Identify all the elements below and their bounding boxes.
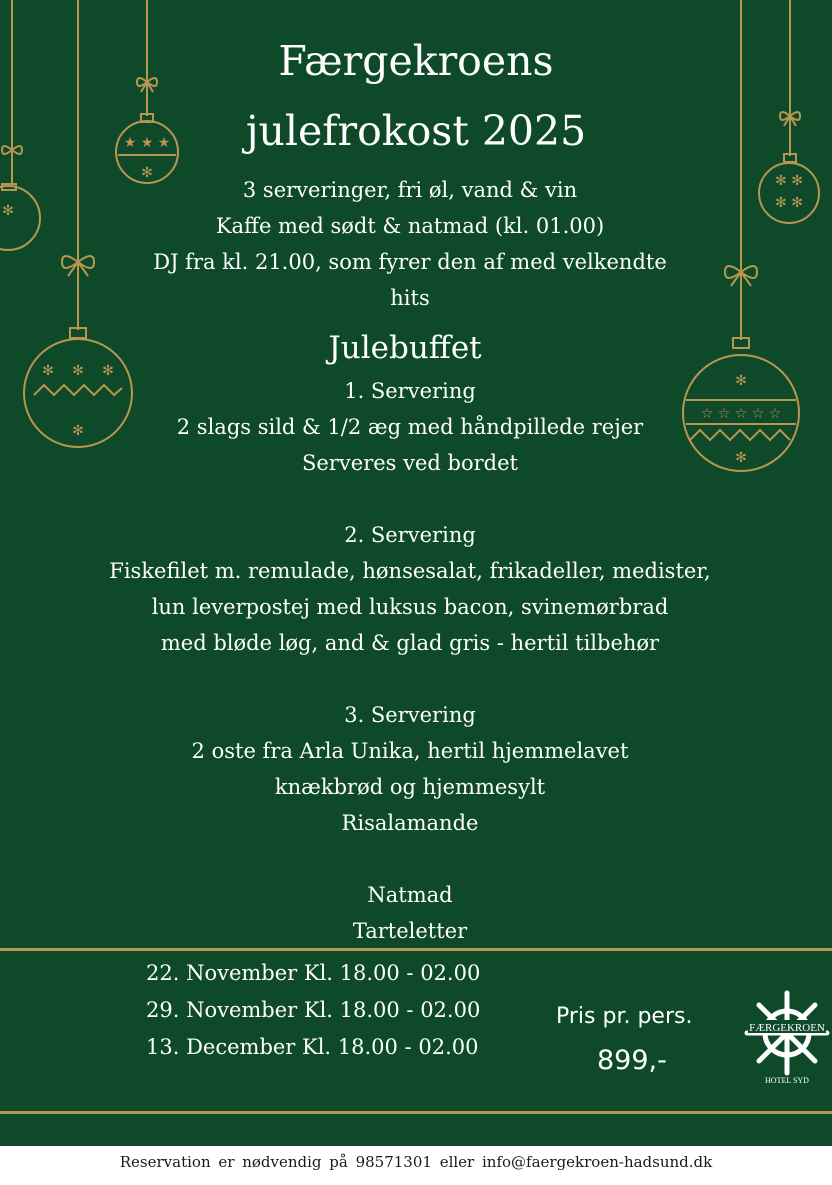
reservation-footer: Reservation er nødvendig på 98571301 eller info@faergekroen-hadsund.dk — [119, 1153, 713, 1171]
serving-label: 1. Servering — [344, 379, 476, 403]
event-date: 22. November Kl. 18.00 - 02.00 — [146, 961, 481, 985]
intro-line: Kaffe med sødt & natmad (kl. 01.00) — [215, 214, 605, 238]
snowflake-icon: ✻ — [735, 373, 747, 389]
serving-line: med bløde løg, and & glad gris - hertil tilbehør — [160, 631, 660, 655]
menu-list — [0, 373, 820, 949]
gold-divider — [0, 1111, 832, 1114]
event-date: 13. December Kl. 18.00 - 02.00 — [146, 1035, 479, 1059]
snowflake-icon: ✻ — [72, 363, 84, 379]
price-value: 899,- — [597, 1045, 667, 1076]
snowflake-icon: ✻ — [141, 165, 153, 181]
serving-line: Serveres ved bordet — [302, 451, 518, 475]
intro-line: hits — [390, 286, 430, 310]
snowflake-icon: ✻ — [102, 363, 114, 379]
serving-line: Fiskefilet m. remulade, hønsesalat, frikadeller, medister, — [109, 559, 711, 583]
poster-title-line1: Færgekroens — [278, 37, 554, 85]
natmad-label: Natmad — [367, 883, 453, 907]
gold-divider — [0, 948, 832, 951]
serving-label: 2. Servering — [344, 523, 476, 547]
price-label: Pris pr. pers. — [556, 1004, 693, 1029]
menu-heading: Julebuffet — [328, 330, 482, 366]
serving-line: Risalamande — [341, 811, 479, 835]
snowflake-icon: ✻ — [735, 450, 747, 466]
faergekroen-logo — [744, 987, 830, 1085]
star-icon: ☆ ☆ ☆ ☆ ☆ — [700, 406, 782, 422]
natmad-line: Tarteletter — [352, 919, 468, 943]
intro-text — [0, 172, 820, 316]
intro-line: 3 serveringer, fri øl, vand & vin — [242, 178, 578, 202]
serving-line: lun leverpostej med luksus bacon, svinemørbrad — [151, 595, 669, 619]
poster-title-line2: julefrokost 2025 — [245, 107, 587, 155]
star-icon: ★ ★ ★ — [123, 135, 171, 151]
snowflake-icon: ✻ — [2, 203, 14, 219]
serving-line: 2 slags sild & 1/2 æg med håndpillede rejer — [176, 415, 644, 439]
logo-subtitle: HOTEL SYD — [765, 1076, 809, 1085]
snowflake-icon: ✻ — [42, 363, 54, 379]
snowflake-icon: ✻ ✻ — [775, 173, 803, 189]
serving-line: 2 oste fra Arla Unika, hertil hjemmelavet — [191, 739, 629, 763]
intro-line: DJ fra kl. 21.00, som fyrer den af med velkendte — [153, 250, 667, 274]
event-dates — [146, 955, 480, 1066]
snowflake-icon: ✻ — [72, 423, 84, 439]
logo-name: FÆRGEKROEN — [749, 1022, 825, 1034]
serving-label: 3. Servering — [344, 703, 476, 727]
snowflake-icon: ✻ ✻ — [775, 195, 803, 211]
serving-line: knækbrød og hjemmesylt — [274, 775, 546, 799]
event-date: 29. November Kl. 18.00 - 02.00 — [146, 998, 481, 1022]
